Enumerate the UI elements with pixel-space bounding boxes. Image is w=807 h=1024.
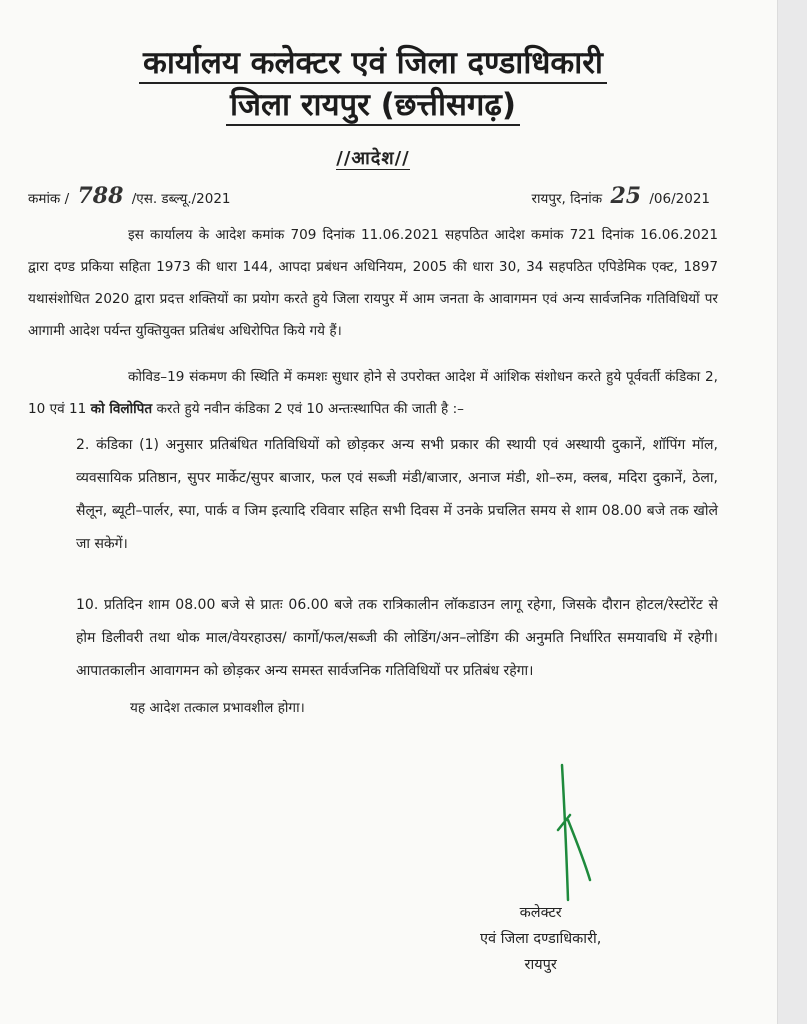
signature-mark bbox=[540, 760, 600, 910]
para2-bold: को विलोपित bbox=[90, 401, 153, 417]
reference-date bbox=[531, 184, 718, 211]
signature-block bbox=[480, 900, 601, 978]
handwritten-number: 788 bbox=[77, 183, 124, 209]
signatory-district: रायपुर bbox=[524, 957, 557, 973]
office-header bbox=[28, 44, 718, 126]
reference-prefix: कमांक / bbox=[28, 191, 70, 207]
para2-start: कोविड–19 संकमण की स्थिति में कमशः सुधार होने से उपरोक्त आदेश में आंशिक संशोधन करते हुये पूर्ववर्ती कंडिका 2, 10 एवं 11 bbox=[28, 369, 718, 417]
signatory-title: कलेक्टर bbox=[519, 905, 562, 921]
paragraph-2 bbox=[28, 361, 718, 425]
effect-line: यह आदेश तत्काल प्रभावशील होगा। bbox=[130, 700, 305, 716]
reference-suffix: /एस. डब्ल्यू./2021 bbox=[131, 191, 231, 207]
paragraph-1: इस कार्यालय के आदेश कमांक 709 दिनांक 11.06.2021 सहपठित आदेश कमांक 721 दिनांक 16.06.2021 द्वारा दण्ड प्रकिया सहिता 1973 की धारा 144, आपदा प्रबंधन अधिनियम, 2005 की धारा 30, 34 सहपठित एपिडेमिक एक्ट, 1897 यथासंशोधित 2020 द्वारा प्रदत्त शक्तियों का प्रयोग करते हुये जिला रायपुर में आम जनता के आवागमन एवं अन्य सार्वजनिक गतिविधियों पर आगामी आदेश पर्यन्त युक्तियुक्त प्रतिबंध अधिरोपित किये गये हैं। bbox=[28, 227, 718, 339]
para2-end: करते हुये नवीन कंडिका 2 एवं 10 अन्तःस्थापित की जाती है :– bbox=[156, 401, 464, 417]
reference-row bbox=[28, 184, 718, 211]
date-prefix: रायपुर, दिनांक bbox=[531, 191, 603, 207]
clause-2: 2. कंडिका (1) अनुसार प्रतिबंधित गतिविधियों को छोड़कर अन्य सभी प्रकार की स्थायी एवं अस्थायी दुकानें, शॉपिंग मॉल, व्यवसायिक प्रतिष्ठान, सुपर मार्केट/सुपर बाजार, फल एवं सब्जी मंडी/बाजार, अनाज मंडी, शो–रुम, क्लब, मदिरा दुकानें, ठेला, सैलून, ब्यूटी–पार्लर, स्पा, पार्क व जिम इत्यादि रविवार सहित सभी दिवस में उनके प्रचलित समय से शाम 08.00 बजे तक खोले जा सकेगें। bbox=[76, 437, 718, 552]
reference-number bbox=[28, 184, 231, 211]
clause-10: 10. प्रतिदिन शाम 08.00 बजे से प्रातः 06.00 बजे तक रात्रिकालीन लॉकडाउन लागू रहेगा, जिसके दौरान होटल/रेस्टोरेंट से होम डिलीवरी तथा थोक माल/वेयरहाउस/ कार्गो/फल/सब्जी की लोडिंग/अन–लोडिंग की अनुमति निर्धारित समयावधि में रहेगी। आपातकालीन आवागमन को छोड़कर अन्य समस्त सार्वजनिक गतिविधियों पर प्रतिबंध रहेगा। bbox=[76, 597, 718, 679]
office-line-2: जिला रायपुर (छत्तीसगढ़) bbox=[226, 86, 520, 126]
office-line-1: कार्यालय कलेक्टर एवं जिला दण्डाधिकारी bbox=[139, 44, 607, 84]
page-edge bbox=[777, 0, 807, 1024]
signatory-designation: एवं जिला दण्डाधिकारी, bbox=[480, 931, 602, 947]
order-title-text: //आदेश// bbox=[336, 148, 410, 169]
handwritten-day: 25 bbox=[610, 183, 642, 209]
order-title bbox=[28, 146, 718, 170]
date-rest: /06/2021 bbox=[649, 191, 710, 207]
